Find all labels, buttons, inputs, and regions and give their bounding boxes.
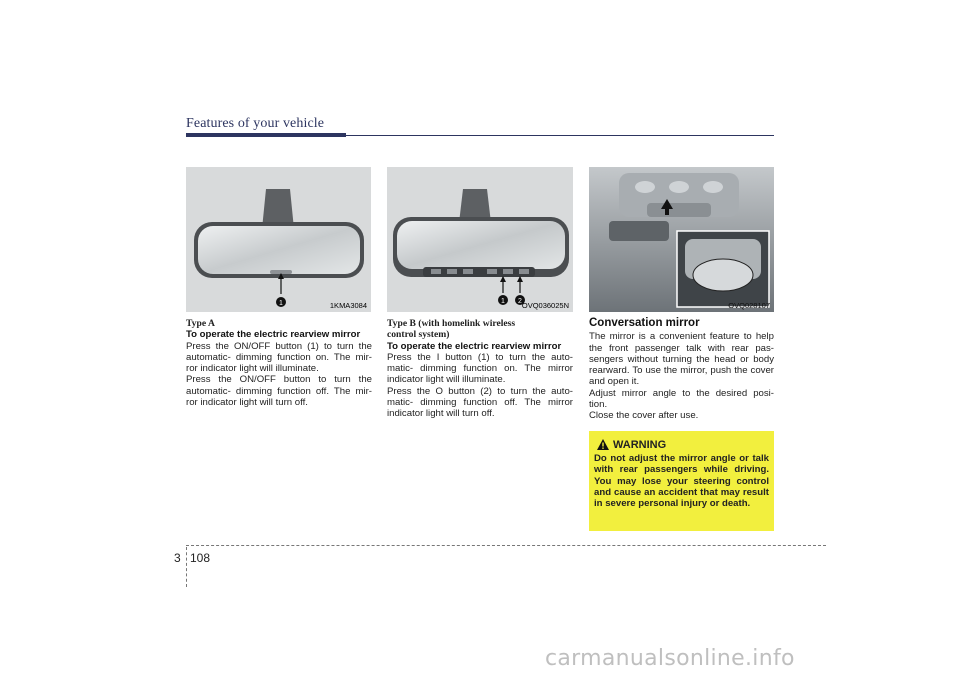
type-b-paragraph-2: Press the O button (2) to turn the auto- matic- dimming function off. The mirror indicator light will turn off. xyxy=(387,385,573,420)
figure-code: OVQ036025N xyxy=(521,301,569,310)
conversation-mirror-paragraph-3: Close the cover after use. xyxy=(589,410,699,422)
section-number: 3 xyxy=(174,551,181,565)
header-bar xyxy=(186,133,346,137)
type-a-subheading: To operate the electric rearview mirror xyxy=(186,329,361,341)
warning-triangle-icon xyxy=(596,438,610,451)
type-b-paragraph-1: Press the I button (1) to turn the auto- matic- dimming function on. The mirror indicator light will illuminate. xyxy=(387,351,573,386)
callout-2-label: 2 xyxy=(518,298,522,305)
type-a-heading: Type A xyxy=(186,318,215,329)
conversation-mirror-paragraph-1: The mirror is a convenient feature to help the front passenger talk with rear pas- sengers without turning the head or body rearward. To use the mirror, push the cover and open it. xyxy=(589,331,774,388)
page-number: 108 xyxy=(190,551,211,565)
footer-divider xyxy=(186,547,187,587)
figure-conversation-mirror xyxy=(589,167,774,312)
header-rule xyxy=(346,135,774,136)
type-b-heading-line-2: control system) xyxy=(387,329,450,341)
column-type-b xyxy=(387,318,573,420)
type-b-heading-line-1: Type B (with homelink wireless xyxy=(387,318,516,329)
warning-text: Do not adjust the mirror angle or talk with rear passengers while driving. You may lose your steering control and cause an accident that may result in severe personal injury or death. xyxy=(594,453,769,510)
callout-1-label: 1 xyxy=(279,300,283,307)
mirror-type-a-illustration xyxy=(186,167,371,312)
type-a-paragraph-2: Press the ON/OFF button to turn the automatic- dimming function off. The mir- ror indicator light will turn off. xyxy=(186,374,372,409)
mirror-type-b-illustration xyxy=(387,167,573,312)
figure-mirror-type-a xyxy=(186,167,371,312)
figure-code: 1KMA3084 xyxy=(329,301,367,310)
type-b-subheading: To operate the electric rearview mirror xyxy=(387,340,562,352)
conversation-mirror-illustration xyxy=(589,167,774,312)
watermark: carmanualsonline.info xyxy=(545,646,795,671)
footer-rule xyxy=(186,545,826,546)
type-a-paragraph-1: Press the ON/OFF button (1) to turn the automatic- dimming function on. The mir- ror indicator light will illuminate. xyxy=(186,340,372,375)
conversation-mirror-paragraph-2: Adjust mirror angle to the desired posi- tion. xyxy=(589,387,774,411)
warning-title: WARNING xyxy=(613,439,667,451)
callout-1-label: 1 xyxy=(501,298,505,305)
column-conversation-mirror xyxy=(589,318,774,422)
column-type-a xyxy=(186,318,372,408)
conversation-mirror-heading: Conversation mirror xyxy=(589,317,700,329)
figure-code: OVQ028107 xyxy=(728,301,770,310)
page-header-title: Features of your vehicle xyxy=(186,116,325,131)
figure-mirror-type-b xyxy=(387,167,573,312)
